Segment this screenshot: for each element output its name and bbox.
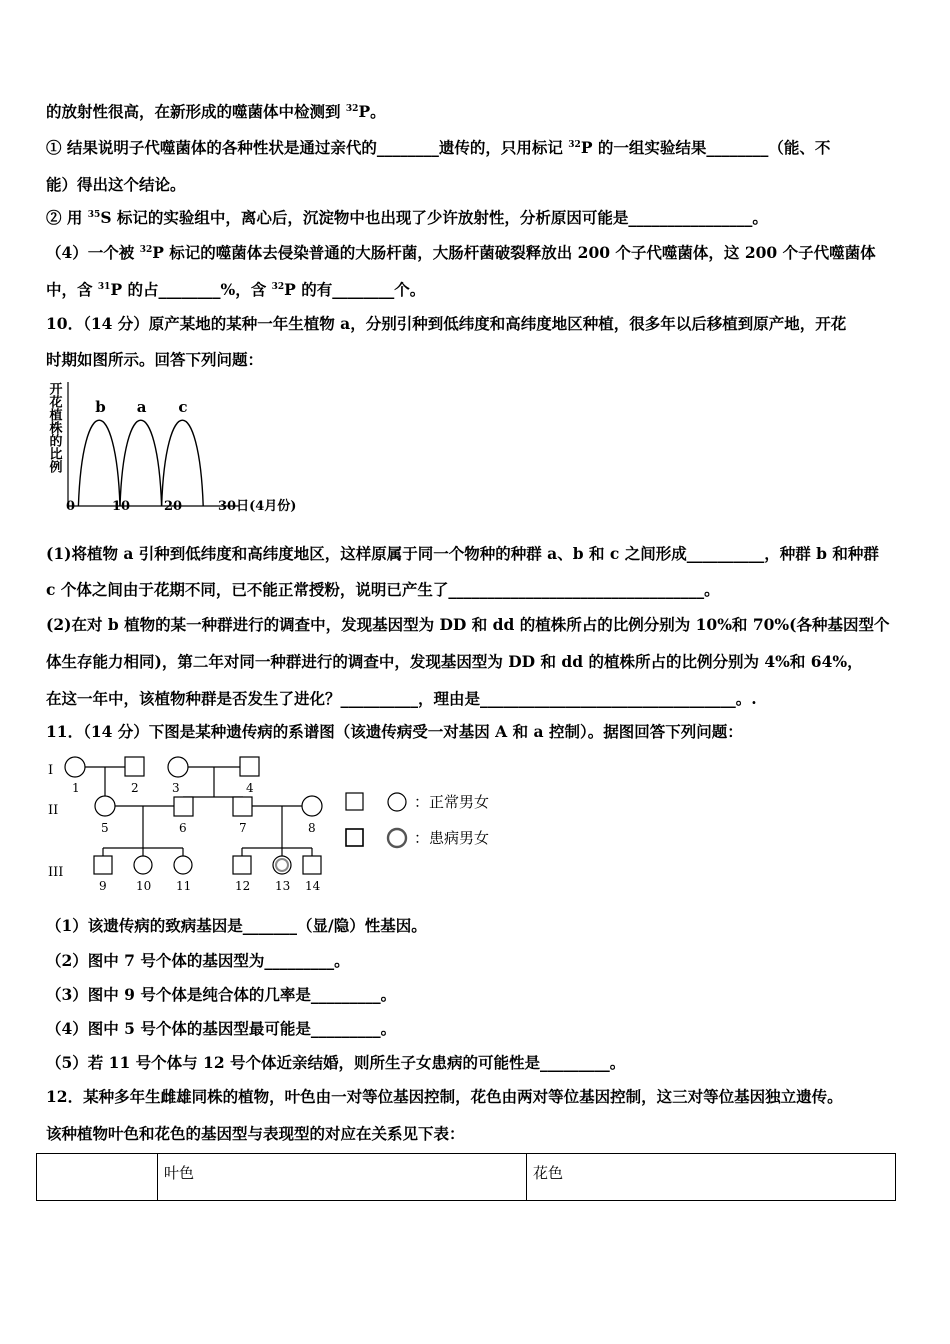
- individual-id: 10: [136, 879, 152, 893]
- individual-7: [233, 797, 252, 816]
- individual-id: 4: [246, 781, 254, 795]
- question-10-part-1: c 个体之间由于花期不同，已不能正常授粉，说明已产生了_________________________________。: [46, 580, 720, 599]
- individual-8: [302, 796, 322, 816]
- legend-normal-male: [346, 793, 363, 810]
- individual-11: [174, 856, 192, 874]
- text-line: ① 结果说明子代噬菌体的各种性状是通过亲代的________遗传的，只用标记 $^{32}$P 的一组实验结果________（能、不: [46, 138, 831, 157]
- curve-label-c: c: [178, 398, 188, 416]
- individual-id: 12: [235, 879, 251, 893]
- table-cell-empty: [37, 1154, 158, 1201]
- curve-label-a: a: [136, 398, 147, 416]
- individual-4: [240, 757, 259, 776]
- generation-label: II: [48, 803, 59, 818]
- question-11-part-3: （3）图中 9 号个体是纯合体的几率是_________。: [46, 985, 397, 1004]
- question-11-stem: 11．（14 分）下图是某种遗传病的系谱图（该遗传病受一对基因 A 和 a 控制）。据图回答下列问题：: [46, 722, 743, 741]
- individual-id: 6: [179, 821, 187, 835]
- individual-10: [134, 856, 152, 874]
- y-axis-label-text: 开花植株的比例: [46, 382, 62, 473]
- individual-id: 2: [131, 781, 139, 795]
- text-line: ② 用 $^{35}$S 标记的实验组中，离心后，沉淀物中也出现了少许放射性，分析原因可能是________________。: [46, 208, 768, 227]
- individual-5: [95, 796, 115, 816]
- question-12-stem: 该种植物叶色和花色的基因型与表现型的对应在关系见下表：: [46, 1124, 465, 1143]
- individual-2: [125, 757, 144, 776]
- x-tick-label: 20: [164, 499, 183, 514]
- individual-id: 8: [308, 821, 316, 835]
- text-line: 能）得出这个结论。: [46, 175, 186, 194]
- question-10-stem: 10．（14 分）原产某地的某种一年生植物 a，分别引种到低纬度和高纬度地区种植，很多年以后移植到原产地，开花: [46, 314, 847, 333]
- legend-affected-label: ：患病男女: [414, 829, 490, 847]
- x-tick-label: 0: [66, 499, 76, 514]
- genotype-phenotype-table: [36, 1153, 896, 1201]
- individual-id: 11: [176, 879, 192, 893]
- individual-9: [94, 856, 112, 874]
- curve-c: [162, 420, 204, 506]
- question-11-part-1: （1）该遗传病的致病基因是_______（显/隐）性基因。: [46, 916, 427, 935]
- generation-label: I: [48, 763, 54, 778]
- question-11-part-4: （4）图中 5 号个体的基因型最可能是_________。: [46, 1019, 397, 1038]
- individual-id: 9: [99, 879, 107, 893]
- question-10-stem: 时期如图所示。回答下列问题：: [46, 350, 264, 369]
- individual-3: [168, 757, 188, 777]
- question-10-part-2: 在这一年中，该植物种群是否发生了进化？__________，理由是_________________________________。.: [46, 689, 757, 708]
- text-line: 中，含 $^{31}$P 的占________%，含 $^{32}$P 的有________个。: [46, 280, 426, 299]
- x-tick-label: 10: [112, 499, 131, 514]
- individual-12: [233, 856, 251, 874]
- legend-affected-female: [388, 829, 406, 847]
- table-header-flower-color: 花色: [527, 1154, 896, 1201]
- question-12-stem: 12．某种多年生雌雄同株的植物，叶色由一对等位基因控制，花色由两对等位基因控制，这三对等位基因独立遗传。: [46, 1087, 843, 1106]
- individual-id: 3: [172, 781, 180, 795]
- legend-normal-female: [388, 793, 406, 811]
- text-line: （4）一个被 $^{32}$P 标记的噬菌体去侵染普通的大肠杆菌，大肠杆菌破裂释放出 200 个子代噬菌体，这 200 个子代噬菌体: [46, 243, 876, 262]
- question-11-part-2: （2）图中 7 号个体的基因型为_________。: [46, 951, 350, 970]
- question-10-part-1: (1)将植物 a 引种到低纬度和高纬度地区，这样原属于同一个物种的种群 a、b 和 c 之间形成__________，种群 b 和种群: [46, 544, 879, 563]
- individual-1: [65, 757, 85, 777]
- flowering-chart: [44, 378, 297, 518]
- curve-a: [120, 420, 162, 506]
- individual-id: 5: [101, 821, 109, 835]
- curve-b: [78, 420, 120, 506]
- individual-id: 13: [275, 879, 291, 893]
- legend-normal-label: ：正常男女: [414, 793, 490, 811]
- individual-14: [303, 856, 321, 874]
- generation-label: III: [48, 865, 64, 880]
- question-10-part-2: (2)在对 b 植物的某一种群进行的调查中，发现基因型为 DD 和 dd 的植株所占的比例分别为 10%和 70%(各种基因型个: [46, 615, 890, 634]
- x-axis-label: 30日(4月份): [218, 499, 297, 514]
- legend-affected-male: [346, 829, 363, 846]
- individual-id: 1: [72, 781, 80, 795]
- pedigree-chart: [40, 752, 540, 900]
- text-line: 的放射性很高，在新形成的噬菌体中检测到 $^{32}$P。: [46, 102, 386, 121]
- question-10-part-2: 体生存能力相同)，第二年对同一种群进行的调查中，发现基因型为 DD 和 dd 的植株所占的比例分别为 4%和 64%，: [46, 652, 863, 671]
- individual-6: [174, 797, 193, 816]
- individual-id: 14: [305, 879, 321, 893]
- curve-label-b: b: [95, 398, 106, 416]
- table-header-leaf-color: 叶色: [158, 1154, 527, 1201]
- y-axis-label: [47, 381, 64, 474]
- individual-id: 7: [239, 821, 247, 835]
- question-11-part-5: （5）若 11 号个体与 12 号个体近亲结婚，则所生子女患病的可能性是_________。: [46, 1053, 626, 1072]
